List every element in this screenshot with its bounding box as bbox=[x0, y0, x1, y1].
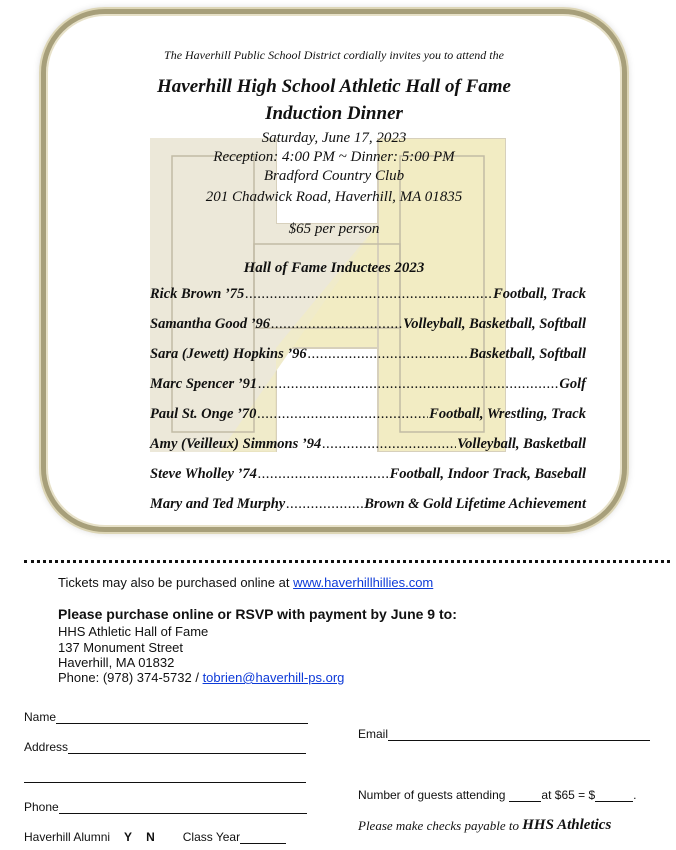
event-subtitle: Induction Dinner bbox=[265, 103, 403, 124]
inductee-sports: Brown & Gold Lifetime Achievement bbox=[364, 496, 586, 512]
inductee-row bbox=[150, 376, 586, 393]
inductee-name: Paul St. Onge ’70 bbox=[150, 406, 257, 422]
guests-field[interactable] bbox=[358, 788, 636, 802]
leader-dots bbox=[257, 406, 428, 423]
email-field[interactable] bbox=[358, 727, 650, 741]
class-year-label: Class Year bbox=[182, 830, 241, 844]
email-label: Email bbox=[358, 727, 389, 741]
inductee-name: Samantha Good ’96 bbox=[150, 316, 271, 332]
email-input-line[interactable] bbox=[388, 728, 650, 741]
inductees-heading: Hall of Fame Inductees 2023 bbox=[243, 260, 425, 276]
event-title: Haverhill High School Athletic Hall of Fame bbox=[157, 76, 511, 97]
leader-dots bbox=[322, 436, 456, 453]
address-input-line-2[interactable] bbox=[24, 770, 306, 783]
online-tickets-text: Tickets may also be purchased online at bbox=[58, 575, 290, 590]
event-venue: Bradford Country Club bbox=[263, 168, 405, 184]
inductee-sports: Volleyball, Basketball, Softball bbox=[403, 316, 586, 332]
invitation-card bbox=[41, 9, 627, 532]
checks-payee: HHS Athletics bbox=[522, 817, 612, 833]
inductee-name: Rick Brown ’75 bbox=[150, 286, 245, 302]
leader-dots bbox=[245, 286, 492, 303]
inductee-name: Marc Spencer ’91 bbox=[150, 376, 258, 392]
inductee-row bbox=[150, 316, 586, 333]
inductee-name: Mary and Ted Murphy bbox=[150, 496, 286, 512]
phone-input-line[interactable] bbox=[59, 801, 307, 814]
address-input-line[interactable] bbox=[68, 741, 306, 754]
inductee-sports: Football, Track bbox=[493, 286, 586, 302]
ticket-price: $65 per person bbox=[288, 221, 380, 237]
inductee-sports: Volleyball, Basketball bbox=[457, 436, 586, 452]
rsvp-email-link[interactable]: tobrien@haverhill-ps.org bbox=[202, 670, 345, 685]
event-times: Reception: 4:00 PM ~ Dinner: 5:00 PM bbox=[213, 149, 455, 165]
name-field[interactable] bbox=[24, 710, 308, 724]
rsvp-phone-line bbox=[58, 670, 344, 685]
inductee-row bbox=[150, 496, 586, 513]
leader-dots bbox=[258, 466, 389, 483]
rsvp-org: HHS Athletic Hall of Fame bbox=[58, 624, 209, 639]
inductee-name: Sara (Jewett) Hopkins ’96 bbox=[150, 346, 307, 362]
phone-label: Phone bbox=[24, 800, 59, 814]
guests-total-line[interactable] bbox=[595, 789, 633, 802]
guests-count-line[interactable] bbox=[509, 789, 541, 802]
rsvp-phone: Phone: (978) 374-5732 / bbox=[58, 670, 199, 685]
name-input-line[interactable] bbox=[56, 711, 308, 724]
class-year-input-line[interactable] bbox=[240, 831, 286, 844]
inductee-sports: Football, Wrestling, Track bbox=[429, 406, 586, 422]
leader-dots bbox=[286, 496, 363, 513]
rsvp-heading: Please purchase online or RSVP with payment by June 9 to: bbox=[58, 606, 457, 622]
leader-dots bbox=[271, 316, 402, 333]
guests-rate: at $65 = $ bbox=[541, 788, 596, 802]
tear-off-divider bbox=[24, 560, 670, 563]
invitation-intro: The Haverhill Public School District cordially invites you to attend the bbox=[164, 48, 504, 62]
inductee-sports: Football, Indoor Track, Baseball bbox=[389, 466, 586, 482]
event-date: Saturday, June 17, 2023 bbox=[261, 130, 407, 146]
inductee-row bbox=[150, 286, 586, 303]
tickets-website-link[interactable]: www.haverhillhillies.com bbox=[293, 575, 434, 590]
inductee-sports: Golf bbox=[559, 376, 586, 392]
inductee-row bbox=[150, 406, 586, 423]
rsvp-street: 137 Monument Street bbox=[58, 640, 184, 655]
online-tickets-line bbox=[58, 575, 433, 590]
address-field[interactable] bbox=[24, 740, 306, 754]
alumni-field bbox=[24, 830, 286, 844]
leader-dots bbox=[308, 346, 468, 363]
inductee-row bbox=[150, 346, 586, 363]
name-label: Name bbox=[24, 710, 57, 724]
address-label: Address bbox=[24, 740, 69, 754]
alumni-no-option[interactable]: N bbox=[146, 830, 155, 844]
alumni-label: Haverhill Alumni bbox=[24, 830, 111, 844]
guests-label: Number of guests attending bbox=[358, 788, 506, 802]
leader-dots bbox=[258, 376, 558, 393]
inductee-name: Steve Wholley ’74 bbox=[150, 466, 257, 482]
checks-line bbox=[358, 817, 611, 834]
inductee-name: Amy (Veilleux) Simmons ’94 bbox=[150, 436, 322, 452]
phone-field[interactable] bbox=[24, 800, 307, 814]
inductee-sports: Basketball, Softball bbox=[469, 346, 586, 362]
period: . bbox=[633, 788, 637, 802]
rsvp-city: Haverhill, MA 01832 bbox=[58, 655, 175, 670]
event-address: 201 Chadwick Road, Haverhill, MA 01835 bbox=[205, 189, 463, 205]
checks-text: Please make checks payable to bbox=[358, 818, 519, 833]
address-line-2-field[interactable] bbox=[24, 770, 306, 783]
alumni-yes-option[interactable]: Y bbox=[124, 830, 133, 844]
inductee-row bbox=[150, 436, 586, 453]
inductee-row bbox=[150, 466, 586, 483]
